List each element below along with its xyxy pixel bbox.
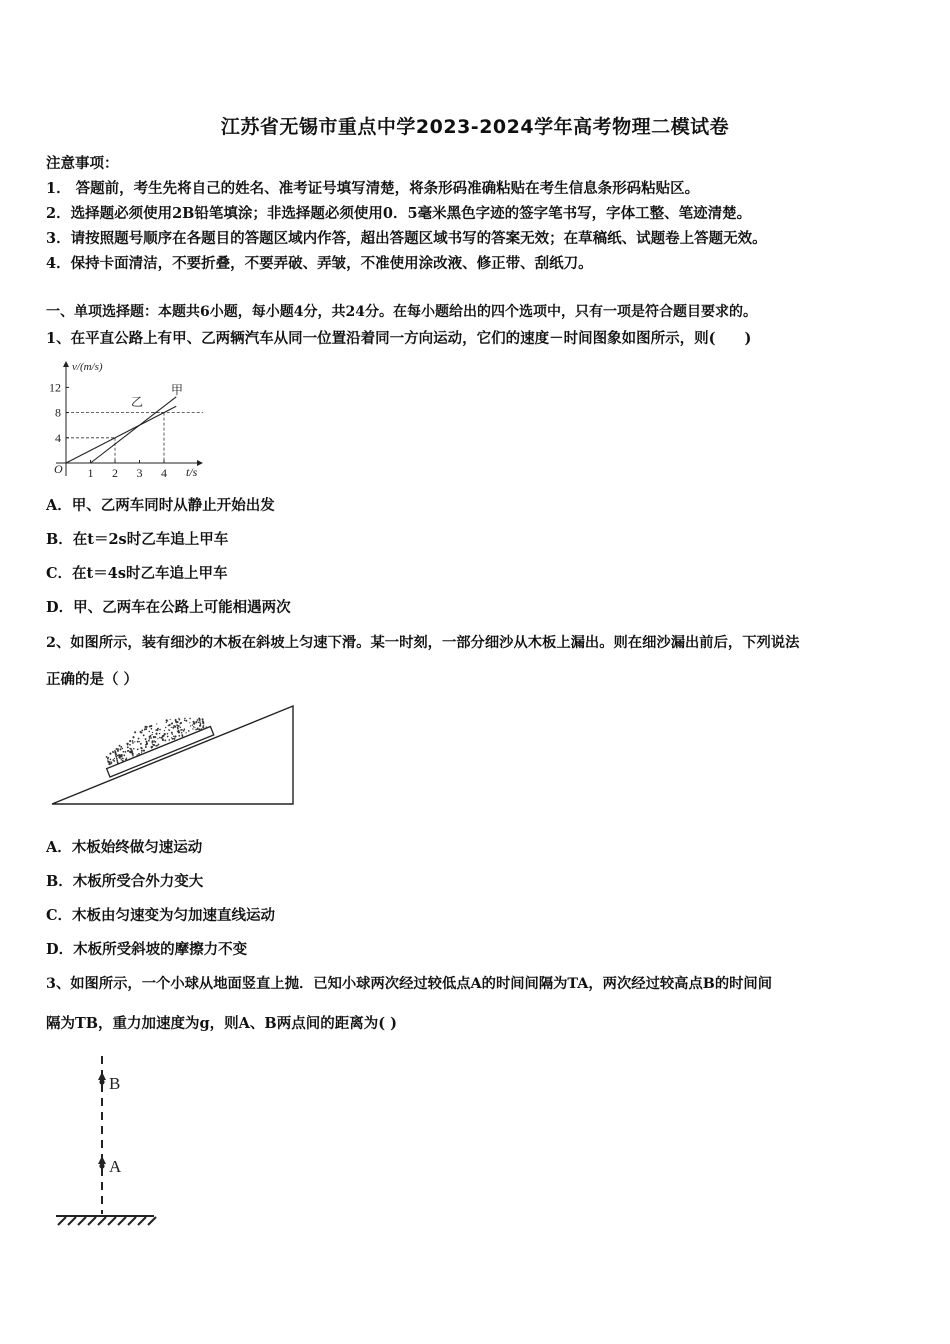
sand-grain [145, 746, 147, 748]
sand-grain [150, 728, 152, 730]
series-label-jia: 甲 [171, 383, 184, 397]
sand-grain [168, 739, 170, 741]
slope [52, 706, 293, 804]
q1-option-a: A．甲、乙两车同时从静止开始出发 [46, 497, 275, 514]
sand-grain [185, 719, 188, 722]
sand-grain [165, 727, 167, 729]
sand-grain [122, 751, 124, 753]
q1-option-d: D．甲、乙两车在公路上可能相遇两次 [46, 599, 291, 616]
sand-grain [167, 733, 169, 735]
sand-grain [121, 748, 123, 750]
sand-grain [167, 735, 169, 737]
sand-grain [164, 739, 166, 741]
sand-grain [127, 746, 129, 748]
q2-option-b: B．木板所受合外力变大 [46, 873, 204, 890]
sand-grain [178, 735, 180, 737]
sand-grain [159, 729, 161, 731]
sand-grain [159, 737, 161, 739]
sand-grain [164, 730, 166, 732]
sand-grain [109, 752, 112, 755]
question-2-stem-line2: 正确的是（ ） [46, 671, 139, 688]
question-3-stem-line1: 3、如图所示，一个小球从地面竖直上抛．已知小球两次经过较低点A的时间间隔为TA，两次经过较高点B的时间间 [46, 976, 773, 992]
sand-grain [170, 727, 172, 729]
point-b [99, 1079, 104, 1084]
sand-grain [194, 727, 196, 729]
sand-grain [131, 740, 133, 742]
sand-grain [162, 739, 165, 742]
sand-grain [184, 717, 186, 719]
sand-grain [118, 745, 120, 747]
sand-grain [114, 758, 116, 760]
question-1-stem: 1、在平直公路上有甲、乙两辆汽车从同一位置沿着同一方向运动，它们的速度－时间图象如图所示，则( ) [46, 330, 752, 347]
sand-grain [170, 731, 173, 734]
sand-grain [165, 721, 167, 723]
hatch-stroke [88, 1217, 96, 1225]
sand-grain [195, 721, 198, 724]
x-axis-label: t/s [186, 465, 198, 479]
x-tick-label: 1 [87, 466, 94, 480]
sand-grain [148, 740, 150, 742]
hatch-stroke [98, 1217, 106, 1225]
q2-option-c: C．木板由匀速变为匀加速直线运动 [46, 907, 276, 924]
sand-grain [141, 752, 143, 754]
origin-label: O [54, 462, 63, 476]
sand-grain [129, 740, 132, 743]
question-2-stem-line1: 2、如图所示，装有细沙的木板在斜坡上匀速下滑。某一时刻，一部分细沙从木板上漏出。则在细沙漏出前后，下列说法 [46, 635, 800, 651]
hatch-stroke [58, 1217, 66, 1225]
sand-grain [188, 730, 190, 732]
page-title: 江苏省无锡市重点中学2023-2024学年高考物理二模试卷 [220, 116, 730, 138]
sand-grain [134, 741, 136, 743]
sand-grain [155, 732, 158, 735]
y-tick-label: 4 [55, 430, 61, 445]
sand-grain [181, 732, 183, 734]
hatch-stroke [138, 1217, 146, 1225]
q1-option-c: C．在t＝4s时乙车追上甲车 [46, 565, 228, 582]
sand-grain [137, 741, 139, 743]
hatch-stroke [78, 1217, 86, 1225]
sand-grain [143, 749, 146, 752]
hatch-stroke [118, 1217, 126, 1225]
hatch-stroke [108, 1217, 116, 1225]
y-axis-label: v/(m/s) [72, 361, 103, 373]
notice-item-2: 2．选择题必须使用2B铅笔填涂；非选择题必须使用0．5毫米黑色字迹的签字笔书写，字体工整、笔迹清楚。 [46, 205, 752, 222]
sand-grain [193, 726, 195, 728]
point-a [99, 1163, 104, 1168]
sand-grain [132, 736, 135, 739]
sand-grain [169, 719, 171, 721]
sand-grain [134, 731, 137, 734]
sand-grain [201, 718, 204, 721]
sand-grain [138, 741, 140, 743]
series-line-jia [66, 406, 176, 463]
sand-grain [192, 728, 194, 730]
hatch-stroke [148, 1217, 156, 1225]
sand-grain [117, 748, 119, 750]
sand-grain [133, 748, 135, 750]
sand-grain [119, 748, 121, 750]
sand-grain [148, 738, 150, 740]
point-a-arrow-icon [98, 1156, 106, 1164]
notice-heading: 注意事项： [46, 155, 119, 172]
sand-grain [141, 729, 143, 731]
sand-grain [196, 719, 198, 721]
sand-grain [148, 731, 150, 733]
notice-item-1: 1． 答题前，考生先将自己的姓名、准考证号填写清楚，将条形码准确粘贴在考生信息条形码粘贴区。 [46, 180, 700, 197]
series-label-yi: 乙 [131, 395, 144, 409]
sand-grain [141, 750, 143, 752]
sand-grain [137, 737, 139, 739]
vertical-throw-figure [50, 1048, 160, 1234]
x-tick-label: 2 [112, 466, 118, 480]
point-b-arrow-icon [98, 1072, 106, 1080]
sand-grain [154, 736, 157, 739]
q1-option-b: B．在t＝2s时乙车追上甲车 [46, 531, 229, 548]
sand-grain [109, 758, 111, 760]
sand-grain [173, 737, 176, 740]
hatch-stroke [68, 1217, 76, 1225]
label-b: B [109, 1074, 121, 1093]
sand-grain [185, 732, 187, 734]
sand-grain [156, 723, 158, 725]
q2-option-d: D．木板所受斜坡的摩擦力不变 [46, 941, 248, 958]
sand-grain [189, 717, 191, 719]
ground-hatch [58, 1217, 156, 1225]
sand-grain [159, 733, 161, 735]
sand-grain [124, 751, 126, 753]
sand-grain [144, 738, 146, 740]
label-a: A [109, 1157, 122, 1176]
sand-grain [184, 720, 186, 722]
sand-grain [157, 738, 159, 740]
sand-grain [140, 743, 142, 745]
sand-grain [132, 742, 134, 744]
sand-grain [174, 735, 177, 738]
sand-grain [105, 756, 107, 758]
sand-grain [142, 734, 144, 736]
sand-grain [120, 746, 122, 748]
sand-grain [123, 754, 125, 756]
q2-option-a: A．木板始终做匀速运动 [46, 839, 203, 856]
sand-grain [137, 748, 139, 750]
sand-grain [152, 732, 154, 734]
hatch-stroke [128, 1217, 136, 1225]
sand-grain [151, 734, 153, 736]
sand-grain [155, 729, 157, 731]
notice-item-4: 4．保持卡面清洁，不要折叠，不要弄破、弄皱，不准使用涂改液、修正带、刮纸刀。 [46, 255, 593, 272]
sand-grain [190, 725, 192, 727]
sand-grain [179, 726, 181, 728]
notice-item-3: 3．请按照题号顺序在各题目的答题区域内作答，超出答题区域书写的答案无效；在草稿纸、试题卷上答题无效。 [46, 230, 767, 247]
incline-figure [44, 700, 300, 810]
section-heading: 一、单项选择题：本题共6小题，每小题4分，共24分。在每小题给出的四个选项中，只有一项是符合题目要求的。 [46, 304, 757, 320]
sand-grain [189, 722, 191, 724]
y-tick-label: 8 [55, 405, 61, 420]
vt-graph [44, 356, 214, 484]
sand-grain [191, 724, 193, 726]
sand-grain [173, 735, 175, 737]
question-3-stem-line2: 隔为TB，重力加速度为g，则A、B两点间的距离为( ) [46, 1015, 397, 1032]
x-tick-label: 4 [161, 466, 167, 480]
x-tick-label: 3 [136, 466, 143, 480]
y-tick-label: 12 [49, 380, 61, 395]
sand-grain [120, 759, 122, 761]
sand-grain [107, 759, 109, 761]
